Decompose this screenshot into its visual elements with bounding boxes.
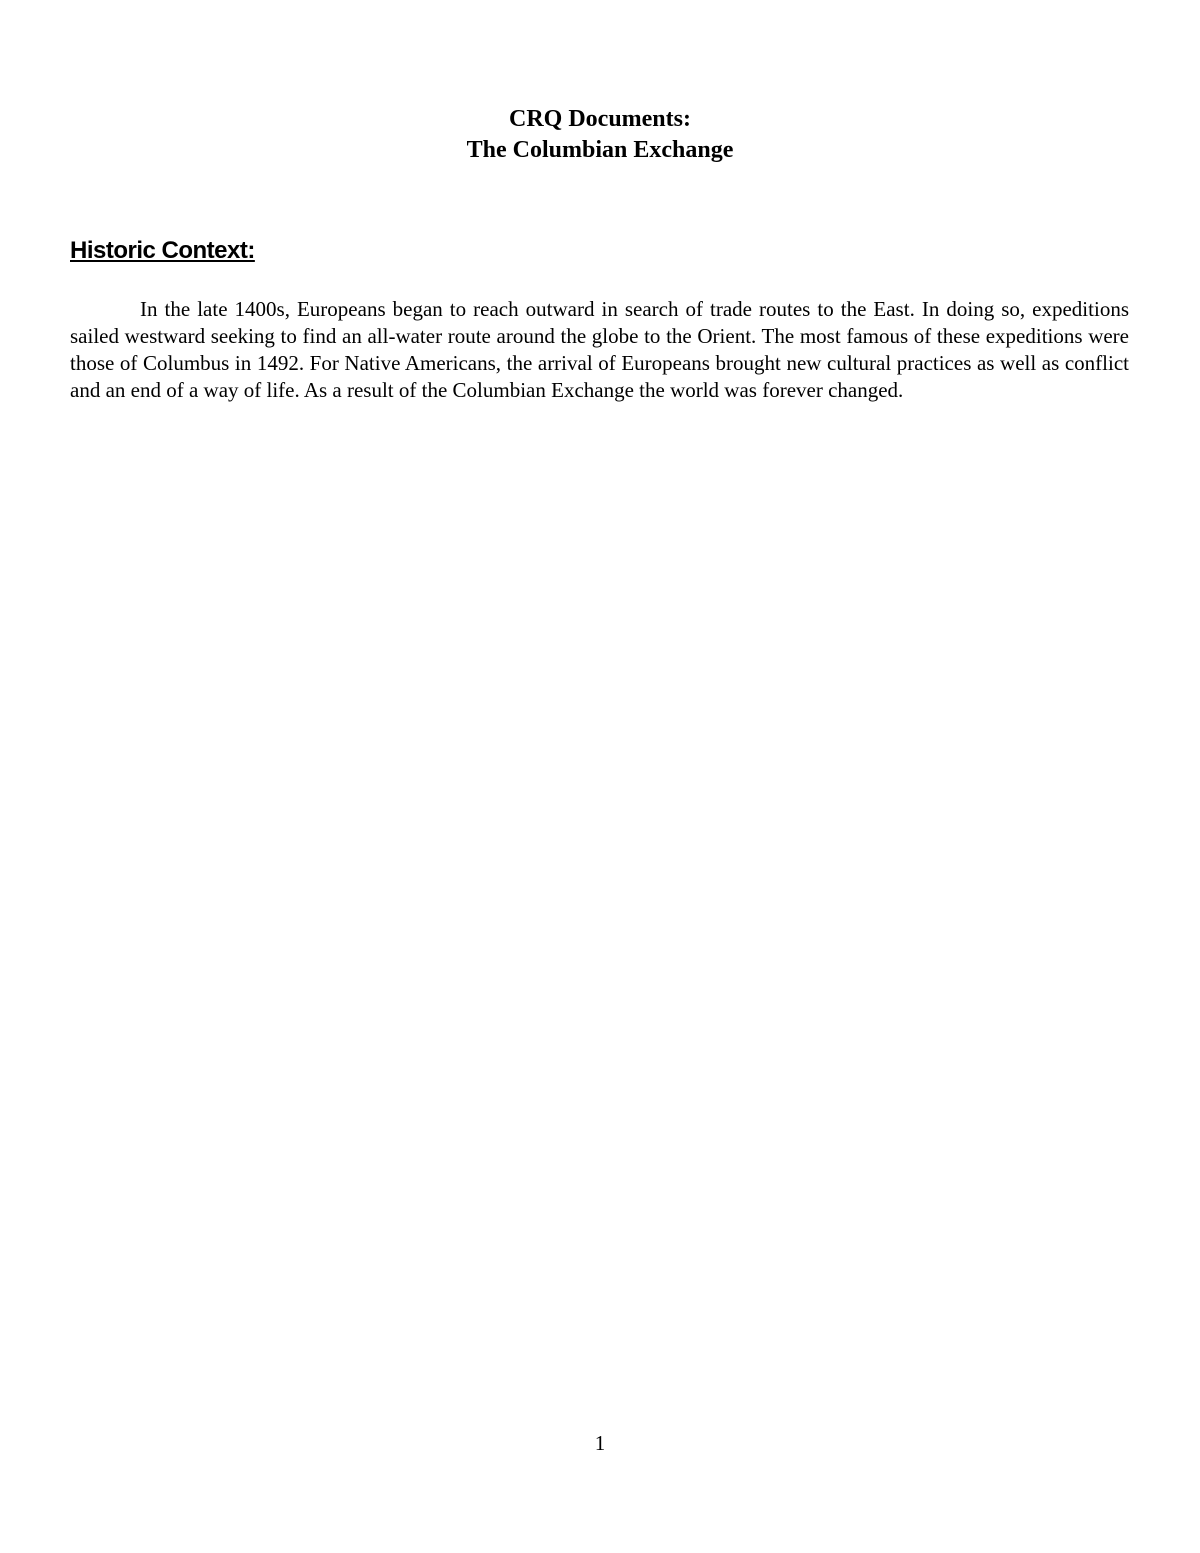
section-heading-historic-context: Historic Context: — [70, 237, 255, 264]
document-title — [0, 104, 1200, 166]
title-line-2: The Columbian Exchange — [466, 137, 734, 163]
page-number: 1 — [594, 1431, 606, 1455]
title-line-1: CRQ Documents: — [509, 106, 691, 132]
context-paragraph: In the late 1400s, Europeans began to reach outward in search of trade routes to the East. In doing so, expeditions sailed westward seeking to find an all-water route around the globe to the Orient. The most famous of these expeditions were those of Columbus in 1492. For Native Americans, the arrival of Europeans brought new cultural practices as well as conflict and an end of a way of life. As a result of the Columbian Exchange the world was forever changed. — [70, 297, 1129, 402]
